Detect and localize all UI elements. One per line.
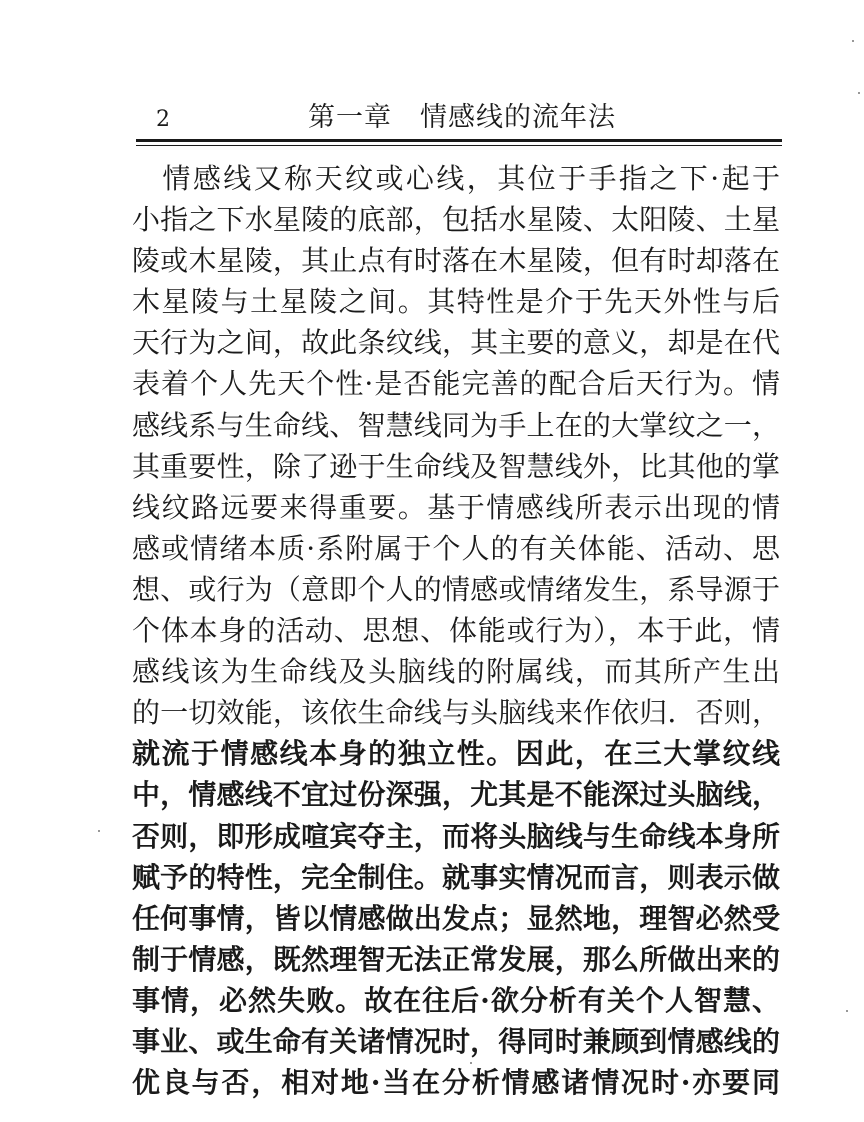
text-line: 感或情绪本质·系附属于个人的有关体能、活动、思 xyxy=(132,531,780,565)
text-line: 想、或行为（意即个人的情感或情绪发生，系导源于 xyxy=(132,572,780,606)
running-header xyxy=(138,102,782,138)
scan-speck xyxy=(98,830,100,832)
text-line: 线纹路远要来得重要。基于情感线所表示出现的情 xyxy=(132,490,780,524)
scan-speck xyxy=(852,40,854,42)
chapter-title: 第一章 情感线的流年法 xyxy=(308,102,616,133)
header-rule-thick xyxy=(136,139,782,142)
text-line: 其重要性，除了逊于生命线及智慧线外，比其他的掌 xyxy=(132,449,780,483)
scan-speck xyxy=(470,1062,472,1064)
scan-speck xyxy=(858,92,860,94)
text-line: 就流于情感线本身的独立性。因此，在三大掌纹线 xyxy=(132,737,780,771)
text-line: 制于情感，既然理智无法正常发展，那么所做出来的 xyxy=(132,942,780,976)
body-text xyxy=(132,158,780,1103)
text-line: 中，情感线不宜过份深强，尤其是不能深过头脑线， xyxy=(132,778,780,812)
text-line: 事情，必然失败。故在往后·欲分析有关个人智慧、 xyxy=(132,983,780,1017)
text-line: 感线该为生命线及头脑线的附属线，而其所产生出 xyxy=(132,655,780,689)
text-line: 优良与否，相对地·当在分析情感诸情况时·亦要同 xyxy=(132,1066,780,1100)
text-line: 情感线又称天纹或心线，其位于手指之下·起于 xyxy=(132,162,780,195)
text-line: 个体本身的活动、思想、体能或行为），本于此，情 xyxy=(132,614,780,648)
text-line: 的一切效能，该依生命线与头脑线来作依归．否则， xyxy=(132,696,780,730)
text-line: 事业、或生命有关诸情况时，得同时兼顾到情感线的 xyxy=(132,1024,780,1058)
header-rule-thin xyxy=(136,145,782,146)
text-line: 感线系与生命线、智慧线同为手上在的大掌纹之一， xyxy=(132,408,780,442)
text-line: 表着个人先天个性·是否能完善的配合后天行为。情 xyxy=(132,367,780,401)
text-line: 赋予的特性，完全制住。就事实情况而言，则表示做 xyxy=(132,860,780,894)
page-number: 2 xyxy=(156,107,170,132)
text-line: 否则，即形成喧宾夺主，而将头脑线与生命线本身所 xyxy=(132,819,780,853)
text-line: 陵或木星陵，其止点有时落在木星陵，但有时却落在 xyxy=(132,244,780,278)
text-line: 天行为之间，故此条纹线，其主要的意义，却是在代 xyxy=(132,326,780,360)
scan-speck xyxy=(846,1010,848,1012)
text-line: 小指之下水星陵的底部，包括水星陵、太阳陵、土星 xyxy=(132,203,780,237)
text-line: 木星陵与土星陵之间。其特性是介于先天外性与后 xyxy=(132,285,780,319)
text-line: 任何事情，皆以情感做出发点；显然地，理智必然受 xyxy=(132,901,780,935)
